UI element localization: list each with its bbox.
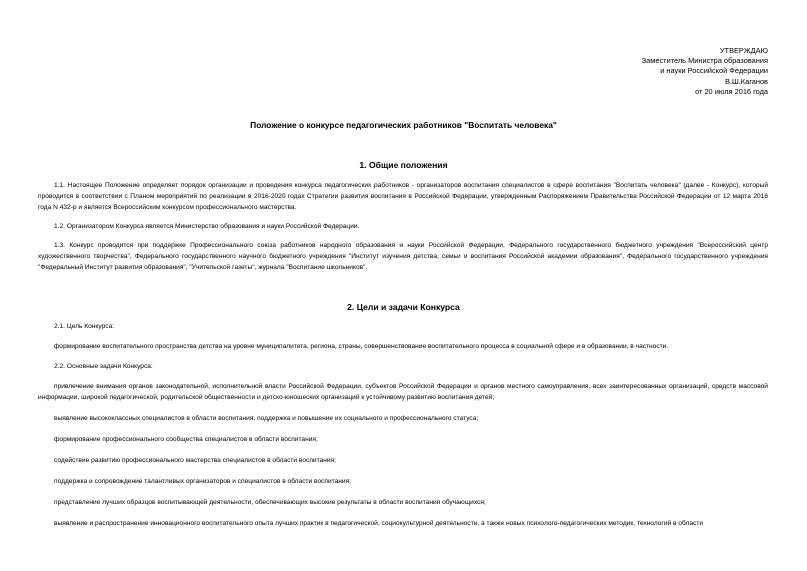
section-1-heading: 1. Общие положения [359,160,448,170]
approval-stamp: УТВЕРЖДАЮ [719,46,768,55]
task-item-1: привлечение внимания органов законодательной, исполнительной власти Российской Федерации, субъектов Российской Федерации и органов местного самоуправления, всех заинтересованных организаций, средств массовой информации, широкой педагогической, родительской общественности и детско-юношеских организаций к устойчивому развитию воспитания детей; [38,383,768,401]
approver-position: Заместитель Министра образования [641,56,768,66]
approver-organization: и науки Российской Федерации [660,66,768,76]
approval-date: от 20 июля 2016 года [695,86,768,96]
paragraph-goal: формирование воспитательного пространства детства на уровне муниципалитета, региона, страны, совершенствование воспитательного процесса в социальной сфере и в образовании, в частности. [54,343,669,350]
paragraph-2-2: 2.2. Основные задачи Конкурса: [54,363,153,370]
task-item-5: поддержка и сопровождение талантливых организаторов и специалистов в области воспитания; [54,478,352,485]
paragraph-1-1: 1.1. Настоящее Положение определяет порядок организации и проведения конкурса педагогических работников - организаторов воспитания специалистов в сфере воспитания "Воспитать человека" (далее - Конкурс), который проводится в соответствии с Планом мероприятий по реализации в 2016-2020 годах Стратегии развития воспитания в Российской Федерации, утвержденным Распоряжением Правительства Российской Федерации от 12 марта 2016 года N 432-р и является Всероссийским конкурсом профессионального мастерства. [38,182,768,211]
task-item-4: содействие развитию профессионального мастерства специалистов в области воспитания; [54,457,336,464]
task-item-6: представление лучших образцов воспитывающей деятельности, обеспечивающих высокие результаты в области воспитания обучающихся; [54,499,486,506]
document-title: Положение о конкурсе педагогических работников "Воспитать человека" [250,120,557,130]
paragraph-1-3: 1.3. Конкурс проводится при поддержке Профессионального союза работников народного образования и науки Российской Федерации, Федерального государственного бюджетного учреждения "Всероссийский центр художественного творчества", Федерального государственного научного бюджетного учреждения "Институт изучения детства, семьи и воспитания Российской академии образования", Федерального государственного учреждения "Федеральный Институт развития образования", "Учительской газеты", журнала "Воспитание школьников". [38,242,768,271]
paragraph-1-2: 1.2. Организатором Конкурса является Министерство образования и науки Российской Федерации. [54,223,360,230]
approver-name: В.Ш.Каганов [725,76,768,86]
paragraph-2-1: 2.1. Цель Конкурса: [54,323,115,330]
approval-block [642,46,768,97]
task-item-7: выявление и распространение инновационного воспитательного опыта лучших практик в педагогической, социокультурной деятельности, а также новых психолого-педагогических методик, технологий в области [54,520,704,527]
section-2-heading: 2. Цели и задачи Конкурса [347,302,460,312]
task-item-2: выявление высококлассных специалистов в области воспитания, поддержка и повышение их социального и профессионального статуса; [54,415,479,422]
task-item-3: формирование профессионального сообщества специалистов в области воспитания; [54,436,318,443]
